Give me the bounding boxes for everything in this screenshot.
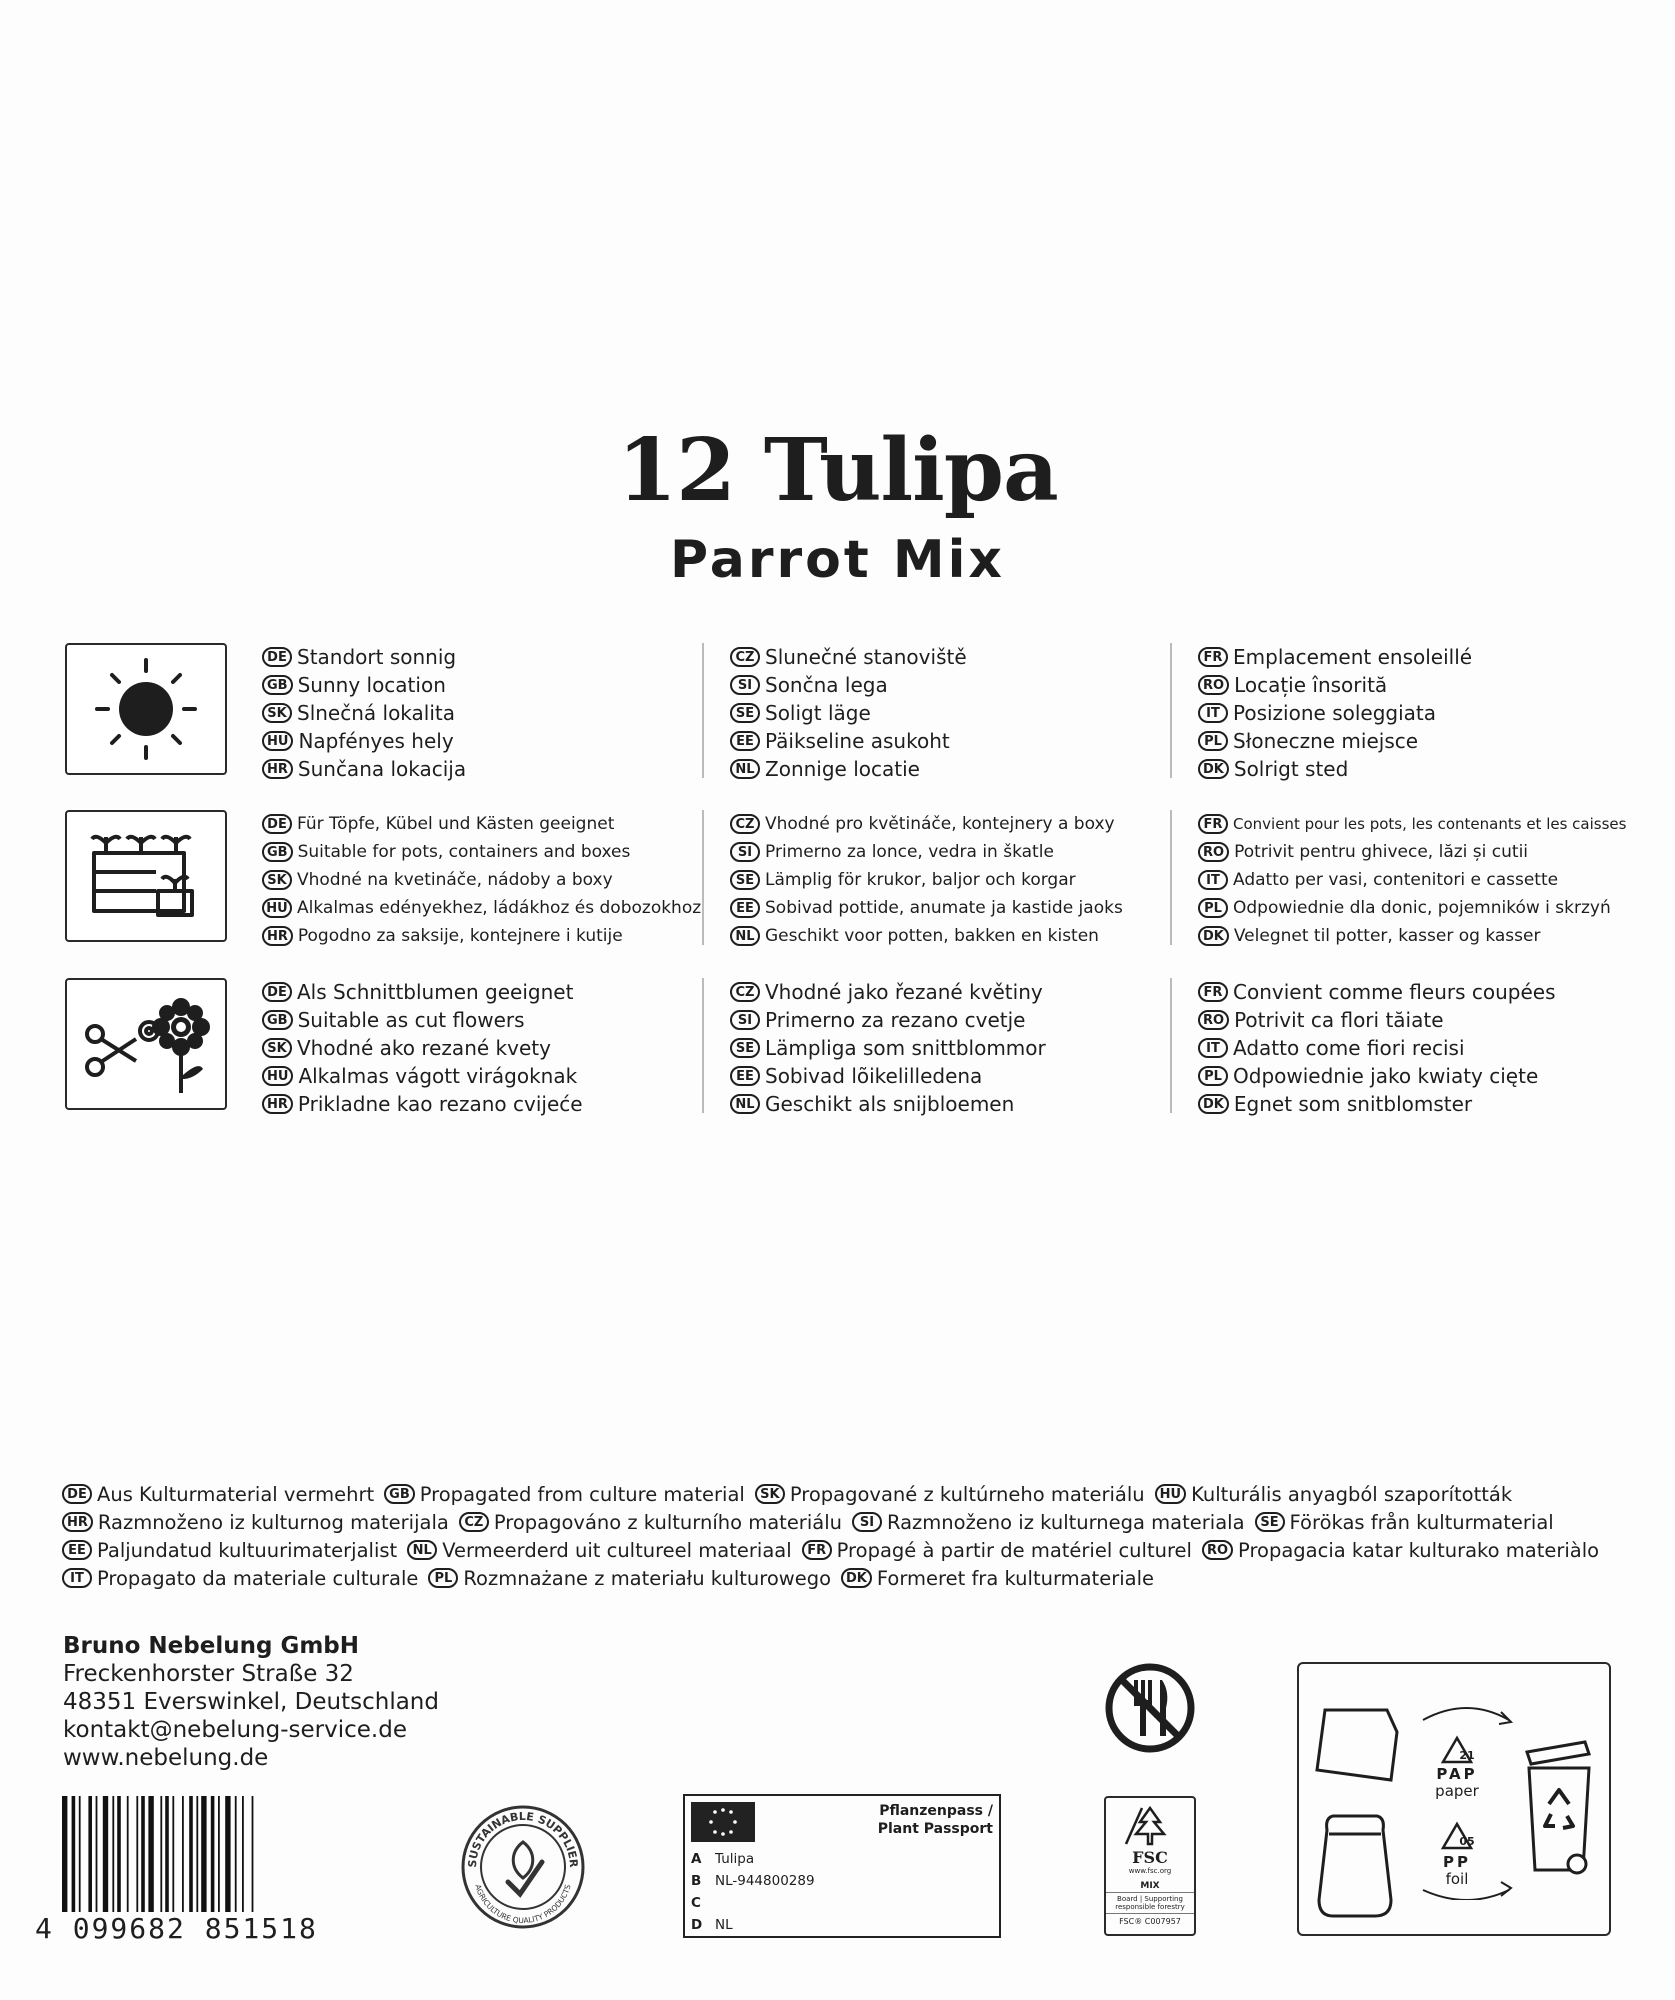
info-text: Adatto per vasi, contenitori e cassette: [1233, 870, 1559, 890]
info-text: Soligt läge: [765, 701, 871, 725]
list-item: [262, 978, 692, 1006]
barcode-bar: [201, 1796, 206, 1920]
product-title: 12 Tulipa: [617, 420, 1058, 521]
country-badge: SE: [730, 703, 760, 723]
country-badge: SK: [262, 1038, 292, 1058]
country-badge: DK: [1198, 759, 1229, 779]
info-text: Vhodné pro květináče, kontejnery a boxy: [765, 814, 1115, 834]
list-item: [730, 810, 1160, 838]
info-text: Sunčana lokacija: [297, 757, 467, 781]
country-badge: EE: [730, 898, 760, 918]
info-text: Velegnet til potter, kasser og kasser: [1233, 926, 1541, 946]
propagation-text: Razmnoženo iz kulturnog materijala: [97, 1510, 449, 1534]
propagation-line: [62, 1508, 1622, 1536]
plastic-bag-icon: [1311, 1812, 1399, 1922]
passport-row: A Tulipa: [691, 1851, 755, 1867]
propagation-text: Propagé à partir de matériel culturel: [836, 1538, 1192, 1562]
list-item: [1198, 1034, 1628, 1062]
info-row-3-col-3: [1198, 978, 1628, 1118]
barcode-bar: [136, 1796, 138, 1920]
info-text: Zonnige locatie: [765, 757, 920, 781]
country-badge: CZ: [459, 1512, 489, 1532]
info-text: Adatto come fiori recisi: [1233, 1036, 1465, 1060]
list-item: [730, 1034, 1160, 1062]
list-item: [730, 894, 1160, 922]
propagation-text: Razmnoženo iz kulturnega materiala: [886, 1510, 1245, 1534]
info-text: Pogodno za saksije, kontejnere i kutije: [297, 926, 623, 946]
info-text: Primerno za rezano cvetje: [765, 1008, 1026, 1032]
list-item: [730, 671, 1160, 699]
barcode-bar: [242, 1796, 244, 1920]
recycling-bin-icon: [1519, 1734, 1599, 1884]
info-row-2-col-3: [1198, 810, 1628, 950]
info-text: Päikseline asukoht: [765, 729, 950, 753]
list-item: [1198, 978, 1628, 1006]
country-badge: PL: [1198, 731, 1228, 751]
barcode-bar: [252, 1796, 254, 1920]
fsc-logo-text: FSC: [1132, 1848, 1168, 1867]
propagation-text: Kulturális anyagból szaporították: [1191, 1482, 1513, 1506]
info-text: Primerno za lonce, vedra in škatle: [765, 842, 1054, 862]
country-badge: CZ: [730, 647, 760, 667]
country-badge: PL: [1198, 898, 1228, 918]
list-item: [730, 1062, 1160, 1090]
barcode-bar: [182, 1796, 184, 1920]
info-text: Lämpliga som snittblommor: [765, 1036, 1046, 1060]
list-item: [262, 699, 692, 727]
list-item: [730, 1090, 1160, 1118]
country-badge: SI: [730, 842, 760, 862]
country-badge: FR: [802, 1540, 832, 1560]
country-badge: SK: [262, 870, 292, 890]
plant-passport-rows: [691, 1848, 815, 1936]
propagation-text: Propagato da materiale culturale: [97, 1566, 419, 1590]
cut-flowers-icon: [65, 978, 227, 1110]
country-badge: PL: [1198, 1066, 1228, 1086]
barcode-bar: [117, 1796, 121, 1920]
seal-top-text: SUSTAINABLE SUPPLIER: [465, 1809, 581, 1868]
list-item: [1198, 810, 1628, 838]
sun-icon: [65, 643, 227, 775]
propagation-line: [62, 1480, 1622, 1508]
country-badge: IT: [1198, 870, 1228, 890]
country-badge: SE: [730, 870, 760, 890]
info-text: Odpowiednie jako kwiaty cięte: [1233, 1064, 1539, 1088]
barcode-bar: [96, 1796, 98, 1920]
list-item: [730, 727, 1160, 755]
info-text: Vhodné na kvetináče, nádoby a boxy: [297, 870, 613, 890]
country-badge: RO: [1202, 1540, 1233, 1560]
company-name: Bruno Nebelung GmbH: [63, 1633, 360, 1659]
paper-code: 21: [1459, 1749, 1475, 1762]
list-item: [1198, 1062, 1628, 1090]
country-badge: SI: [852, 1512, 882, 1532]
country-badge: PL: [428, 1568, 458, 1588]
info-text: Geschikt voor potten, bakken en kisten: [765, 926, 1099, 946]
company-address: [63, 1632, 439, 1772]
country-badge: FR: [1198, 647, 1228, 667]
barcode-bar: [165, 1796, 169, 1920]
list-item: [1198, 894, 1628, 922]
fsc-label: [1104, 1796, 1196, 1936]
list-item: [262, 727, 692, 755]
seal-bottom-text: AGRICULTURE QUALITY PRODUCTS: [473, 1883, 573, 1926]
barcode-bar: [172, 1796, 174, 1920]
barcode-bar: [235, 1796, 237, 1920]
propagation-text: Propagacia katar kulturako materiàlo: [1238, 1538, 1600, 1562]
info-text: Lämplig för krukor, baljor och korgar: [765, 870, 1076, 890]
passport-row: C: [691, 1895, 701, 1911]
country-badge: DE: [262, 647, 292, 667]
info-text: Für Töpfe, Kübel und Kästen geeignet: [297, 814, 615, 834]
barcode-bar: [189, 1796, 193, 1920]
info-text: Standort sonnig: [297, 645, 457, 669]
country-badge: RO: [1198, 842, 1229, 862]
country-badge: NL: [730, 926, 760, 946]
country-badge: EE: [730, 1066, 760, 1086]
info-text: Vhodné ako rezané kvety: [297, 1036, 551, 1060]
info-text: Odpowiednie dla donic, pojemników i skrzyń: [1233, 898, 1611, 918]
list-item: [262, 838, 692, 866]
country-badge: DK: [841, 1568, 872, 1588]
barcode-bar: [103, 1796, 108, 1920]
list-item: [262, 1006, 692, 1034]
paper-sleeve-icon: [1311, 1704, 1403, 1786]
list-item: [1198, 838, 1628, 866]
country-badge: RO: [1198, 675, 1229, 695]
info-row-3-col-2: [730, 978, 1160, 1118]
country-badge: EE: [730, 731, 760, 751]
info-text: Potrivit ca flori tăiate: [1234, 1008, 1444, 1032]
list-item: [1198, 1006, 1628, 1034]
eu-flag-icon: [691, 1802, 755, 1842]
country-badge: FR: [1198, 814, 1228, 834]
product-subtitle: Parrot Mix: [670, 530, 1005, 590]
info-text: Slnečná lokalita: [297, 701, 456, 725]
info-row-1-col-2: [730, 643, 1160, 783]
country-badge: NL: [730, 759, 760, 779]
propagation-text: Förökas från kulturmaterial: [1289, 1510, 1554, 1534]
country-badge: GB: [384, 1484, 415, 1504]
country-badge: HU: [262, 731, 293, 751]
country-badge: HR: [62, 1512, 93, 1532]
company-street: Freckenhorster Straße 32: [63, 1661, 354, 1687]
country-badge: CZ: [730, 814, 760, 834]
propagation-text: Formeret fra kulturmateriale: [876, 1566, 1155, 1590]
list-item: [1198, 643, 1628, 671]
info-text: Alkalmas edényekhez, ládákhoz és dobozokhoz: [297, 898, 702, 918]
info-text: Geschikt als snijbloemen: [765, 1092, 1015, 1116]
country-badge: HU: [262, 1066, 293, 1086]
country-badge: FR: [1198, 982, 1228, 1002]
list-item: [1198, 755, 1628, 783]
info-text: Prikladne kao rezano cvijeće: [297, 1092, 583, 1116]
recycling-info: [1297, 1662, 1611, 1936]
propagation-line: [62, 1536, 1622, 1564]
info-row-2-col-2: [730, 810, 1160, 950]
barcode-number: 4 099682 851518: [35, 1912, 318, 1945]
country-badge: CZ: [730, 982, 760, 1002]
propagation-notice: [62, 1480, 1622, 1592]
list-item: [730, 838, 1160, 866]
info-text: Slunečné stanoviště: [765, 645, 967, 669]
fsc-tree-icon: [1120, 1804, 1180, 1846]
country-badge: DE: [62, 1484, 92, 1504]
country-badge: DE: [262, 814, 292, 834]
propagation-text: Paljundatud kultuurimaterjalist: [97, 1538, 398, 1562]
fsc-claim: Board | Supporting responsible forestry: [1106, 1892, 1194, 1914]
barcode-bar: [112, 1796, 114, 1920]
sustainable-supplier-seal-icon: [458, 1802, 588, 1932]
foil-abbr: PP: [1443, 1853, 1471, 1871]
list-item: [730, 922, 1160, 950]
list-item: [262, 1034, 692, 1062]
propagation-text: Propagated from culture material: [419, 1482, 745, 1506]
country-badge: SI: [730, 1010, 760, 1030]
country-badge: GB: [262, 675, 293, 695]
country-badge: SK: [755, 1484, 785, 1504]
list-item: [1198, 866, 1628, 894]
barcode-bar: [62, 1796, 67, 1920]
country-badge: SE: [730, 1038, 760, 1058]
info-text: Sobivad pottide, anumate ja kastide jaoks: [765, 898, 1123, 918]
info-text: Egnet som snitblomster: [1233, 1092, 1473, 1116]
country-badge: IT: [1198, 703, 1228, 723]
list-item: [730, 699, 1160, 727]
info-text: Convient pour les pots, les contenants et les caisses: [1233, 815, 1627, 833]
list-item: [262, 755, 692, 783]
fsc-mix: MIX: [1140, 1881, 1160, 1891]
list-item: [730, 643, 1160, 671]
passport-header-line: Pflanzenpass /: [879, 1803, 993, 1819]
info-text: Vhodné jako řezané květiny: [765, 980, 1043, 1004]
info-text: Sunny location: [297, 673, 446, 697]
barcode-bar: [79, 1796, 81, 1920]
plant-passport: [683, 1794, 1001, 1938]
info-text: Emplacement ensoleillé: [1233, 645, 1473, 669]
not-for-consumption-icon: [1104, 1662, 1196, 1754]
barcode-bar: [160, 1796, 162, 1920]
svg-text:SUSTAINABLE SUPPLIER: [466, 1810, 580, 1868]
barcode-bar: [88, 1796, 92, 1920]
country-badge: DK: [1198, 926, 1229, 946]
info-text: Słoneczne miejsce: [1233, 729, 1419, 753]
propagation-text: Rozmnażane z materiału kulturowego: [463, 1566, 832, 1590]
country-badge: HU: [262, 898, 292, 918]
country-badge: IT: [1198, 1038, 1228, 1058]
list-item: [262, 643, 692, 671]
list-item: [262, 866, 692, 894]
list-item: [262, 922, 692, 950]
list-item: [730, 978, 1160, 1006]
info-text: Napfényes hely: [298, 729, 454, 753]
company-website[interactable]: www.nebelung.de: [63, 1745, 269, 1771]
plant-passport-header: [878, 1802, 993, 1838]
list-item: [1198, 1090, 1628, 1118]
country-badge: HR: [262, 1094, 293, 1114]
country-badge: HU: [1155, 1484, 1186, 1504]
country-badge: GB: [262, 1010, 293, 1030]
foil-word: foil: [1445, 1870, 1469, 1888]
plant-pot-box-icon: [65, 810, 227, 942]
list-item: [730, 1006, 1160, 1034]
country-badge: SE: [1255, 1512, 1285, 1532]
fsc-code: FSC® C007957: [1119, 1917, 1181, 1926]
barcode-bar: [225, 1796, 230, 1920]
fsc-site: www.fsc.org: [1128, 1867, 1172, 1875]
country-badge: SI: [730, 675, 760, 695]
barcode-bar: [196, 1796, 198, 1920]
propagation-text: Propagováno z kulturního materiálu: [493, 1510, 842, 1534]
info-text: Als Schnittblumen geeignet: [297, 980, 574, 1004]
list-item: [262, 671, 692, 699]
country-badge: HR: [262, 759, 293, 779]
info-text: Locație însorită: [1234, 673, 1388, 697]
foil-code: 05: [1459, 1835, 1475, 1848]
passport-row: B NL-944800289: [691, 1873, 815, 1889]
passport-row: D NL: [691, 1917, 733, 1933]
country-badge: HR: [262, 926, 293, 946]
barcode-bar: [72, 1796, 76, 1920]
barcode-bar: [141, 1796, 145, 1920]
info-text: Suitable for pots, containers and boxes: [297, 842, 631, 862]
info-text: Solrigt sted: [1233, 757, 1349, 781]
company-email[interactable]: kontakt@nebelung-service.de: [63, 1717, 407, 1743]
list-item: [730, 866, 1160, 894]
country-badge: IT: [62, 1568, 92, 1588]
list-item: [1198, 699, 1628, 727]
country-badge: RO: [1198, 1010, 1229, 1030]
info-text: Convient comme fleurs coupées: [1233, 980, 1556, 1004]
list-item: [262, 1090, 692, 1118]
propagation-text: Vermeerderd uit cultureel materiaal: [442, 1538, 792, 1562]
propagation-text: Aus Kulturmaterial vermehrt: [97, 1482, 375, 1506]
list-item: [262, 1062, 692, 1090]
info-text: Posizione soleggiata: [1233, 701, 1437, 725]
list-item: [1198, 671, 1628, 699]
barcode-bar: [148, 1796, 153, 1920]
country-badge: GB: [262, 842, 293, 862]
barcode-bar: [127, 1796, 129, 1920]
list-item: [730, 755, 1160, 783]
propagation-text: Propagované z kultúrneho materiálu: [789, 1482, 1145, 1506]
country-badge: NL: [407, 1540, 437, 1560]
country-badge: EE: [62, 1540, 92, 1560]
country-badge: NL: [730, 1094, 760, 1114]
paper-word: paper: [1435, 1782, 1479, 1800]
list-item: [1198, 922, 1628, 950]
info-row-2-col-1: [262, 810, 702, 950]
list-item: [262, 810, 692, 838]
propagation-line: [62, 1564, 1622, 1592]
info-row-3-col-1: [262, 978, 692, 1118]
country-badge: DK: [1198, 1094, 1229, 1114]
info-text: Alkalmas vágott virágoknak: [298, 1064, 578, 1088]
list-item: [262, 894, 702, 922]
barcode-bar: [218, 1796, 220, 1920]
info-row-1-col-3: [1198, 643, 1628, 783]
list-item: [1198, 727, 1628, 755]
paper-abbr: PAP: [1436, 1765, 1478, 1783]
info-text: Potrivit pentru ghivece, lăzi și cutii: [1234, 842, 1529, 862]
barcode-bar: [211, 1796, 215, 1920]
company-city: 48351 Everswinkel, Deutschland: [63, 1689, 439, 1715]
info-text: Sobivad lõikelilledena: [765, 1064, 983, 1088]
info-text: Sončna lega: [765, 673, 888, 697]
passport-header-line: Plant Passport: [877, 1821, 993, 1837]
country-badge: SK: [262, 703, 292, 723]
country-badge: DE: [262, 982, 292, 1002]
info-row-1-col-1: [262, 643, 692, 783]
info-text: Suitable as cut flowers: [297, 1008, 525, 1032]
